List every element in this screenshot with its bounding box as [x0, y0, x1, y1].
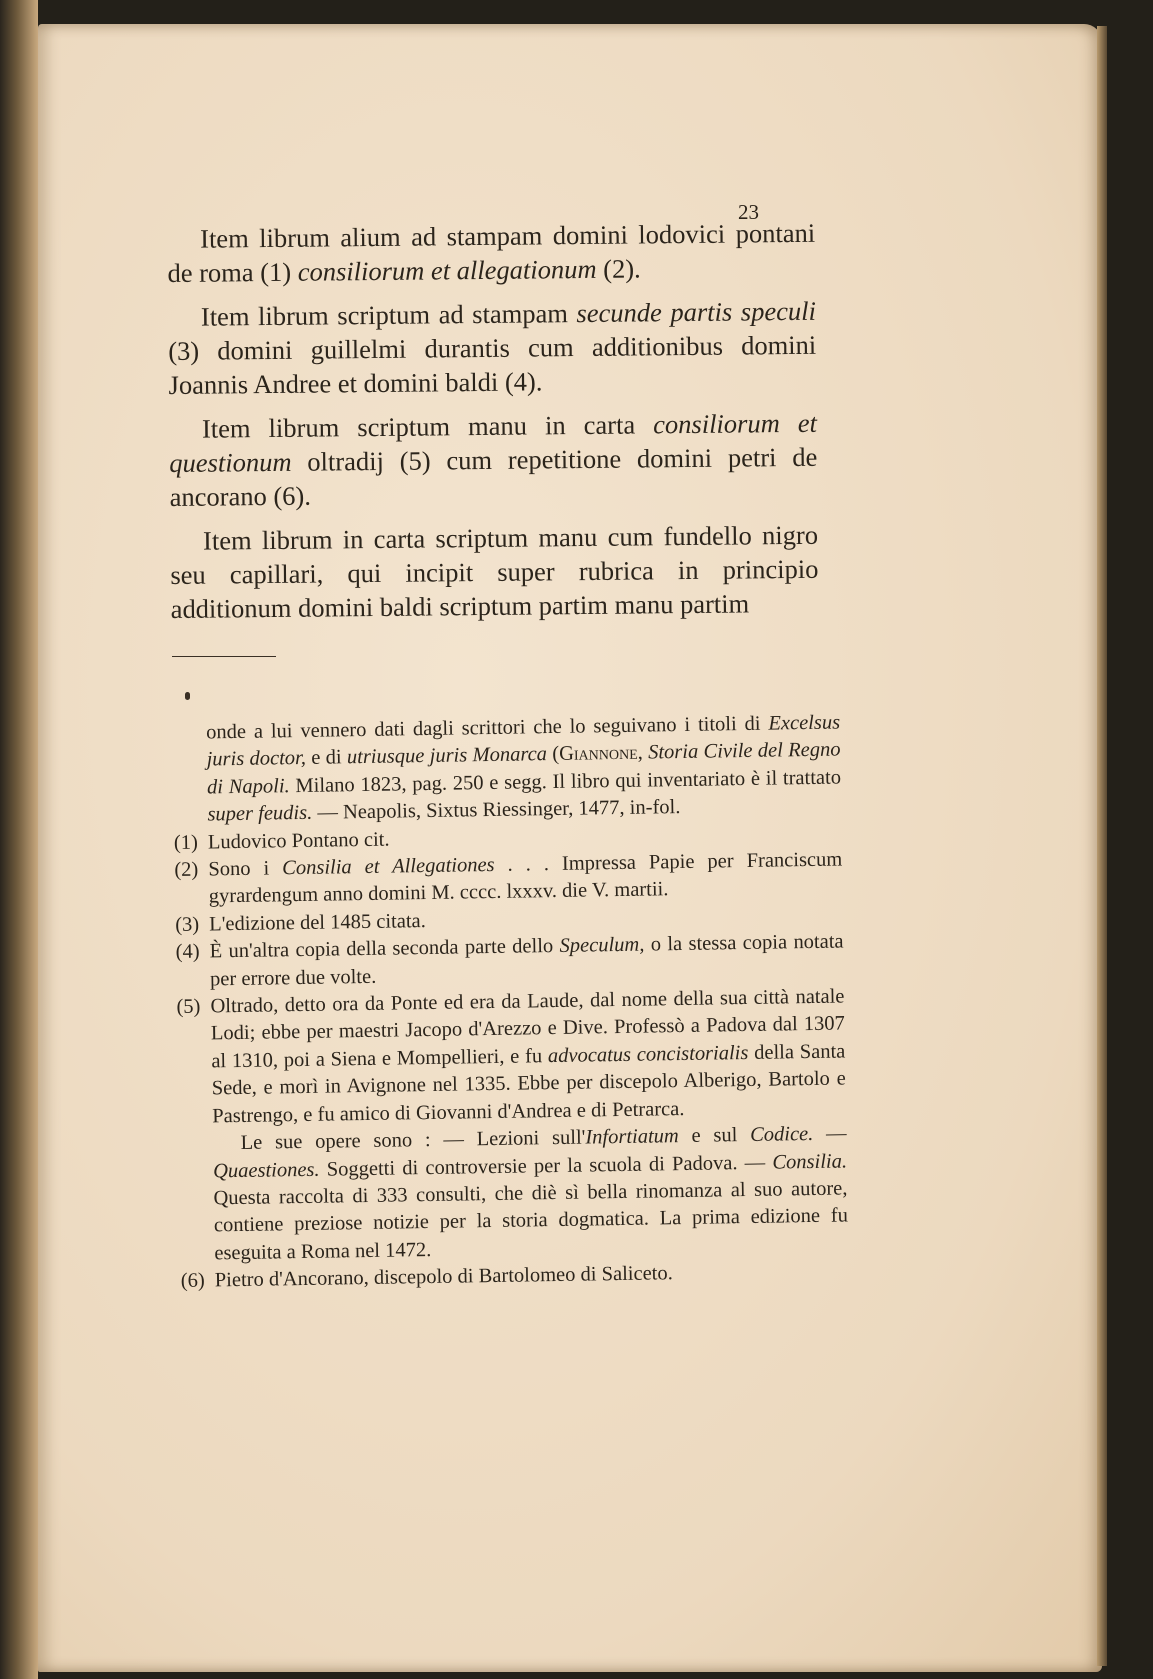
footnote-number: (2): [174, 858, 199, 882]
footnote-number: (6): [180, 1269, 205, 1293]
main-text: [167, 216, 819, 636]
footnote-text: L'edizione del 1485 citata.: [209, 909, 426, 936]
footnote-text: Sono i Consilia et Allegationes . . . Impressa Papie per Franciscum gyrardengum anno domini M. cccc. lxxxv. die V. martii.: [208, 848, 843, 908]
footnotes: [172, 710, 849, 1296]
page-number: 23: [738, 200, 759, 224]
paragraph-1: Item librum alium ad stampam domini lodovici pontani de roma (1) consiliorum et allegationum (2).: [167, 217, 816, 288]
footnote-text: Oltrado, detto ora da Ponte ed era da Laude, dal nome della sua città natale Lodi; ebbe per maestri Jacopo d'Arezzo e Dive. Professò a Padova dal 1307 al 1310, poi a Siena e Mompellieri, e fu advocatus concistorialis della Santa Sede, e morì in Avignone nel 1335. Ebbe per discepolo Alberigo, Bartolo e Pastrengo, e fu amico di Giovanni d'Andrea e di Petrarca.: [210, 985, 846, 1128]
footnote-number: (4): [175, 940, 200, 964]
paragraph-2: Item librum scriptum ad stampam secunde partis speculi (3) domini guillelmi durantis cum additionibus domini Joannis Andree et domini baldi (4).: [168, 295, 817, 400]
footnote-number: (1): [173, 831, 199, 854]
footnote-subparagraph: Le sue opere sono : — Lezioni sull'Infortiatum e sul Codice. — Quaestiones. Soggetti di controversie per la scuola di Padova. — Consilia. Questa raccolta di 333 consulti, che diè sì bella rinomanza al suo autore, contiene preziose notizie per la storia dogmatica. La prima edizione fu eseguita a Roma nel 1472.: [212, 1122, 849, 1265]
footnote-number: (5): [176, 995, 201, 1019]
footnote-text: È un'altra copia della seconda parte dello Speculum, o la stessa copia notata per errore due volte.: [209, 930, 844, 991]
footnote-separator: [172, 656, 276, 657]
footnote-continuation: onde a lui vennero dati dagli scrittori che lo seguivano i titoli di Excelsus juris doctor, e di utriusque juris Monarca (Giannone, Storia Civile del Regno di Napoli. Milano 1823, pag. 250 e segg. Il libro qui inventariato è il trattato super feudis. — Neapolis, Sixtus Riessinger, 1477, in-fol.: [206, 711, 842, 826]
footnote-text: Pietro d'Ancorano, discepolo di Bartolomeo di Saliceto.: [214, 1262, 673, 1292]
footnote-5: [176, 984, 848, 1269]
paragraph-4: Item librum in carta scriptum manu cum fundello nigro seu capillari, qui incipit super rubrica in principio additionum domini baldi scriptum partim manu partim: [170, 519, 819, 624]
ink-mark: [185, 692, 190, 700]
paragraph-3: Item librum scriptum manu in carta consiliorum et questionum oltradij (5) cum repetitione domini petri de ancorano (6).: [169, 407, 818, 512]
scan-left-margin: [0, 0, 38, 1679]
footnote-number: (3): [175, 913, 200, 936]
page-edge-shadow: [1097, 26, 1107, 1666]
footnote-text: Ludovico Pontano cit.: [207, 828, 390, 854]
